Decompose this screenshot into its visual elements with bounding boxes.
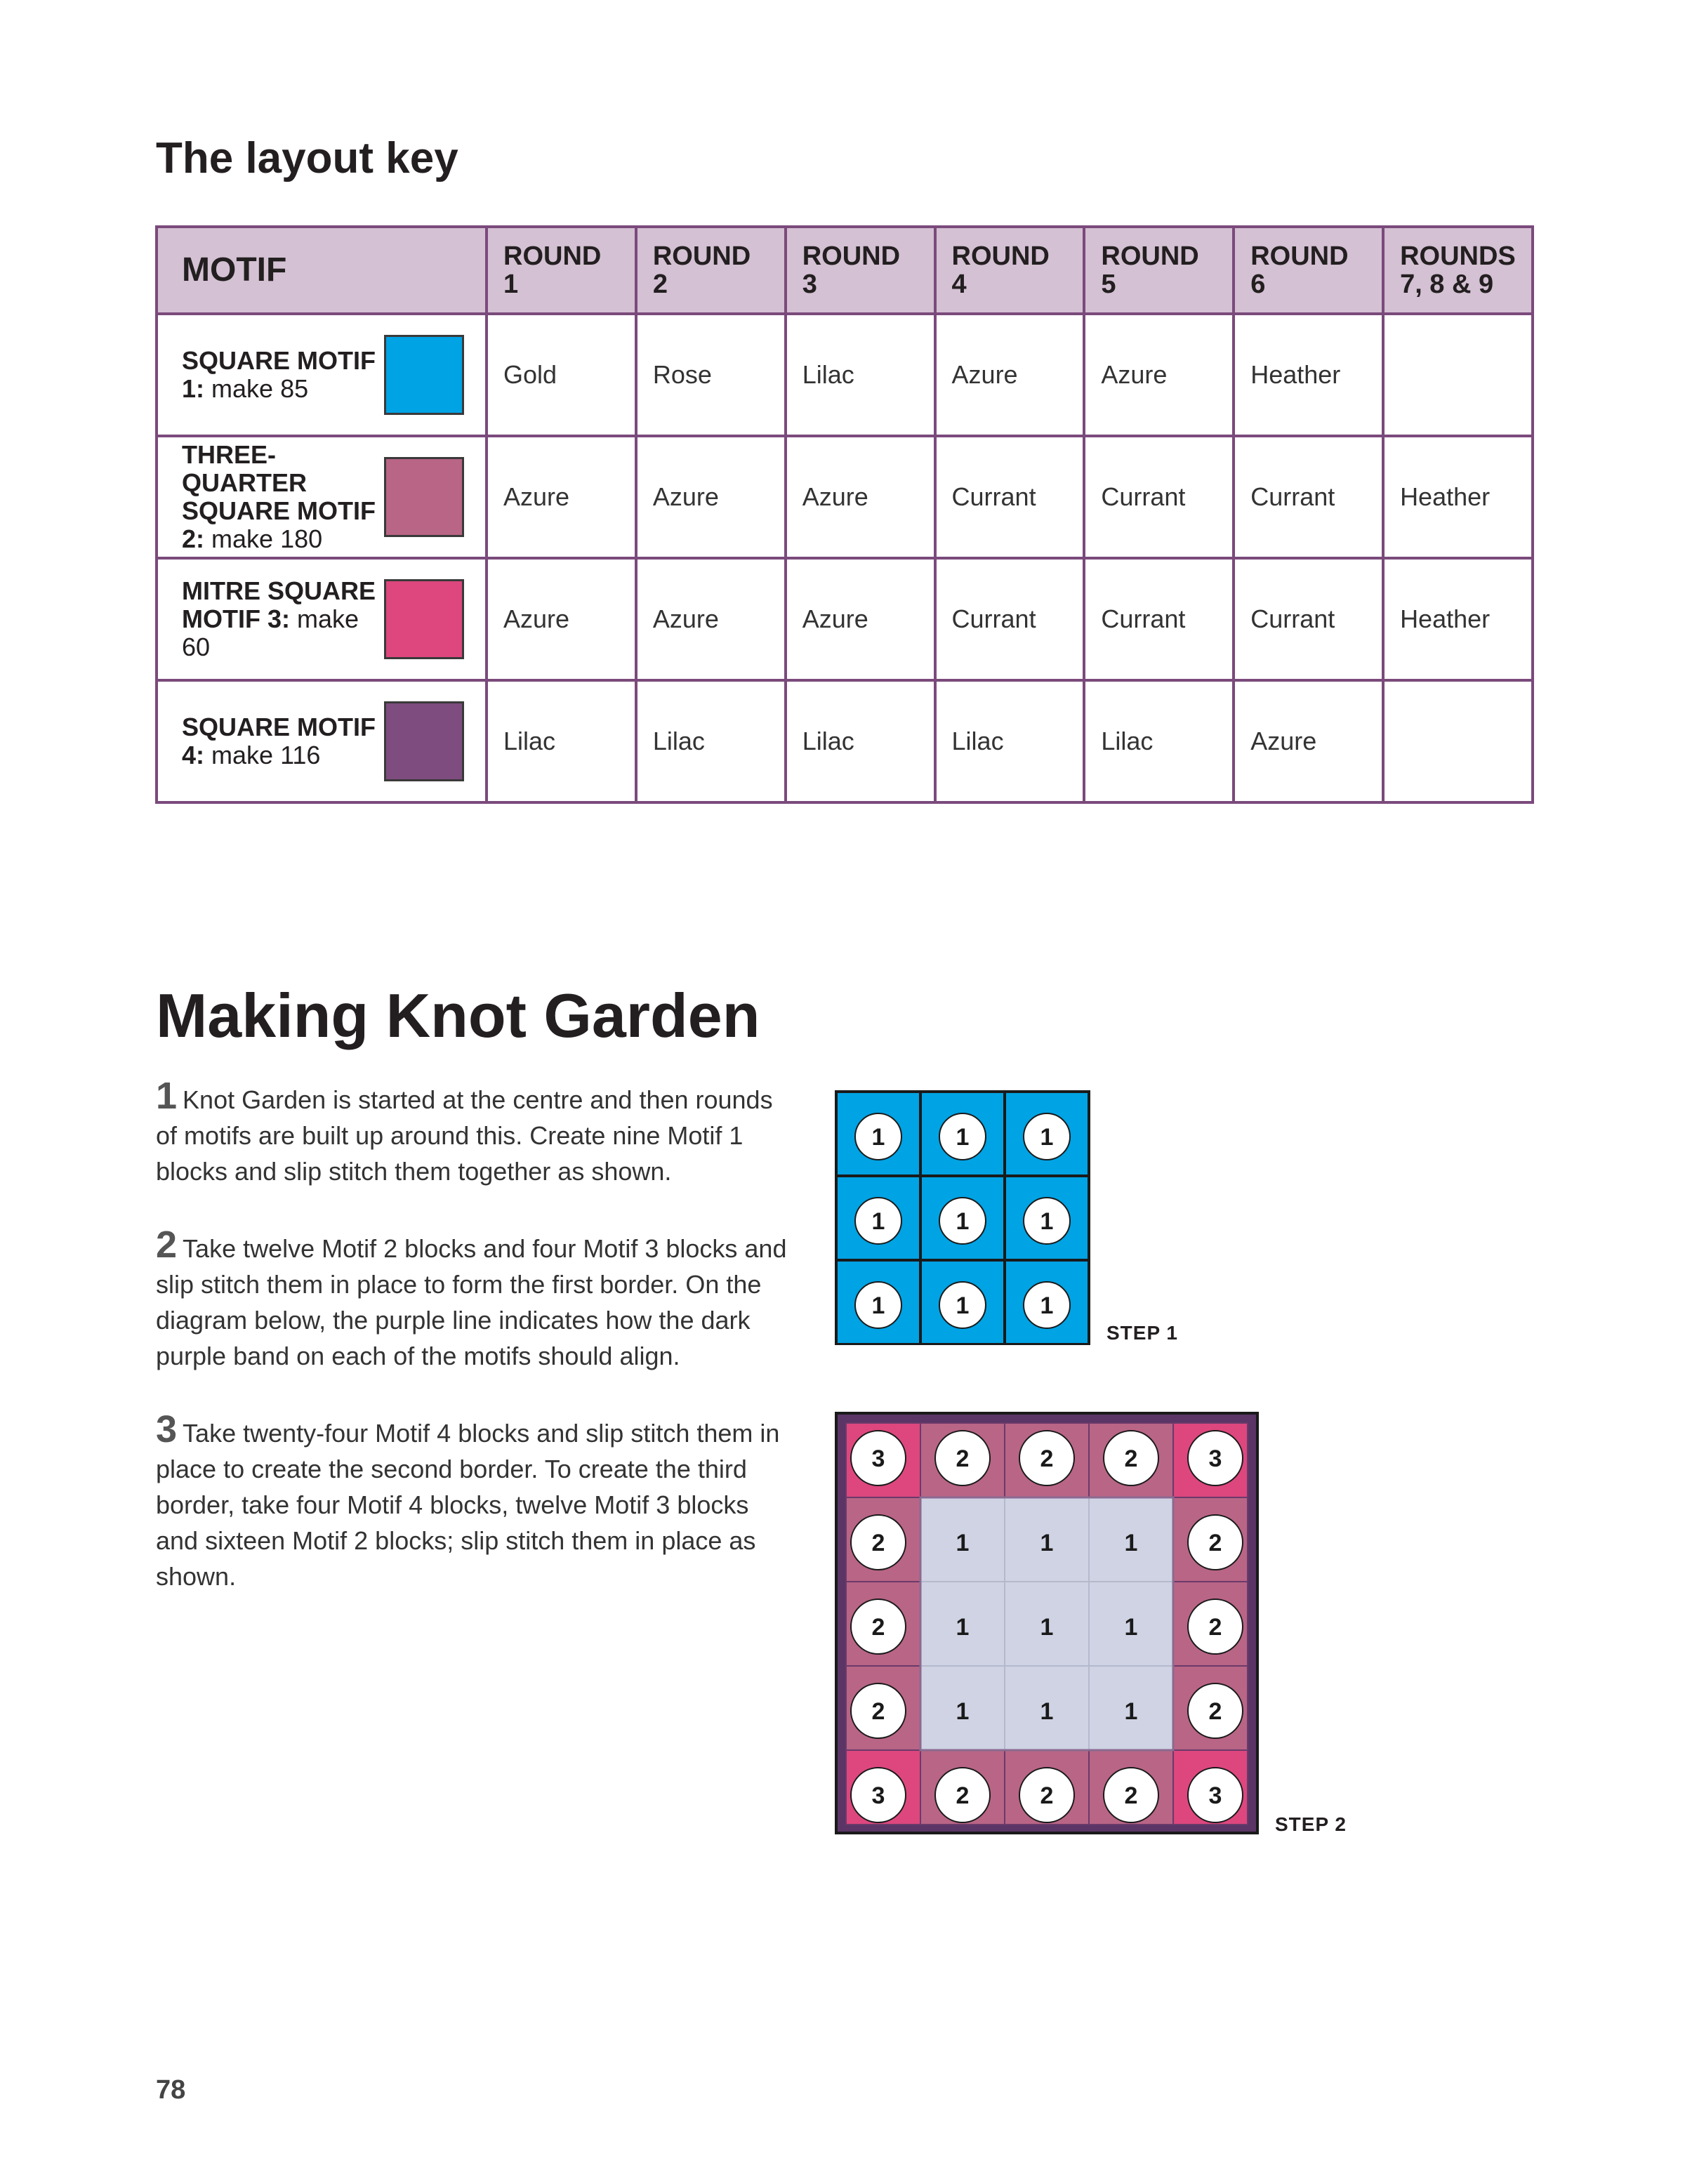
step-1-diagram bbox=[834, 1090, 1091, 1345]
motif-number: 1 bbox=[871, 1292, 885, 1319]
motif-number: 2 bbox=[871, 1698, 885, 1725]
motif-quantity: make 85 bbox=[211, 374, 309, 403]
round-color-cell: Rose bbox=[636, 314, 786, 436]
header-motif: MOTIF bbox=[157, 227, 487, 314]
motif-quantity: make 116 bbox=[211, 741, 321, 769]
header-round-4: ROUND 4 bbox=[935, 227, 1085, 314]
motif-number: 1 bbox=[1040, 1292, 1054, 1319]
motif-number: 3 bbox=[1208, 1445, 1222, 1472]
round-color-cell: Lilac bbox=[935, 680, 1085, 802]
round-color-cell: Azure bbox=[636, 436, 786, 558]
motif-number: 1 bbox=[1124, 1530, 1138, 1556]
motif-number: 1 bbox=[956, 1208, 970, 1235]
motif-name: MITRE SQUARE MOTIF 3: bbox=[182, 576, 376, 633]
header-round-2: ROUND 2 bbox=[636, 227, 786, 314]
motif-number: 2 bbox=[1124, 1782, 1138, 1809]
table-header-row bbox=[157, 227, 1533, 314]
motif-number: 1 bbox=[1040, 1698, 1054, 1725]
motif-description bbox=[182, 577, 384, 661]
motif-number: 1 bbox=[956, 1124, 970, 1151]
motif-quantity: make 60 bbox=[182, 604, 359, 661]
header-round-5: ROUND 5 bbox=[1084, 227, 1234, 314]
motif-color-swatch bbox=[384, 701, 464, 781]
motif-description bbox=[182, 713, 384, 769]
motif-number: 2 bbox=[1040, 1445, 1054, 1472]
motif-number: 1 bbox=[1040, 1530, 1054, 1556]
motif-number: 2 bbox=[1040, 1782, 1054, 1809]
step-number: 2 bbox=[156, 1224, 178, 1266]
motif-number: 1 bbox=[1124, 1614, 1138, 1641]
motif-name: SQUARE MOTIF 1: bbox=[182, 346, 376, 403]
motif-row bbox=[157, 680, 1533, 802]
motif-name: THREE-QUARTER SQUARE MOTIF 2: bbox=[182, 440, 376, 553]
step-body: Take twenty-four Motif 4 blocks and slip stitch them in place to create the second border. To create the third border, take four Motif 4 blocks, twelve Motif 3 blocks and sixteen Motif 2 blocks; slip stitch them in place as shown. bbox=[156, 1419, 780, 1591]
motif-description bbox=[182, 441, 384, 553]
step-2-text bbox=[156, 1224, 788, 1374]
motif-color-swatch bbox=[384, 335, 464, 415]
motif-number: 2 bbox=[871, 1530, 885, 1556]
round-color-cell: Azure bbox=[487, 436, 636, 558]
motif-number: 2 bbox=[956, 1445, 970, 1472]
step-number: 1 bbox=[156, 1075, 178, 1117]
header-round-6: ROUND 6 bbox=[1234, 227, 1383, 314]
round-color-cell: Heather bbox=[1383, 436, 1533, 558]
round-color-cell: Heather bbox=[1234, 314, 1383, 436]
header-round-3: ROUND 3 bbox=[786, 227, 935, 314]
round-color-cell: Currant bbox=[1084, 558, 1234, 680]
motif-color-swatch bbox=[384, 579, 464, 659]
step-2-label: STEP 2 bbox=[1275, 1813, 1347, 1835]
motif-cell bbox=[157, 314, 487, 436]
page-number: 78 bbox=[156, 2075, 186, 2105]
motif-description bbox=[182, 347, 384, 403]
round-color-cell: Currant bbox=[935, 436, 1085, 558]
step-2-grid bbox=[834, 1411, 1260, 1835]
motif-quantity: make 180 bbox=[211, 524, 323, 553]
round-color-cell: Currant bbox=[935, 558, 1085, 680]
motif-number: 1 bbox=[1040, 1124, 1054, 1151]
motif-number: 1 bbox=[871, 1124, 885, 1151]
round-color-cell: Azure bbox=[786, 558, 935, 680]
round-color-cell: Azure bbox=[935, 314, 1085, 436]
motif-number: 2 bbox=[1208, 1614, 1222, 1641]
motif-number: 3 bbox=[871, 1445, 885, 1472]
round-color-cell: Heather bbox=[1383, 558, 1533, 680]
step-body: Knot Garden is started at the centre and then rounds of motifs are built up around this. Create nine Motif 1 blocks and slip stitch them together as shown. bbox=[156, 1085, 773, 1186]
motif-color-swatch bbox=[384, 457, 464, 537]
motif-number: 1 bbox=[956, 1530, 970, 1556]
header-round-1: ROUND 1 bbox=[487, 227, 636, 314]
motif-cell bbox=[157, 436, 487, 558]
step-body: Take twelve Motif 2 blocks and four Motif 3 blocks and slip stitch them in place to form the first border. On the diagram below, the purple line indicates how the dark purple band on each of the motifs should align. bbox=[156, 1234, 787, 1370]
step-3-text bbox=[156, 1408, 788, 1594]
round-color-cell bbox=[1383, 314, 1533, 436]
motif-number: 2 bbox=[1208, 1698, 1222, 1725]
round-color-cell: Azure bbox=[1234, 680, 1383, 802]
motif-number: 1 bbox=[1040, 1208, 1054, 1235]
step-1-grid bbox=[834, 1090, 1091, 1345]
round-color-cell: Azure bbox=[786, 436, 935, 558]
motif-number: 3 bbox=[1208, 1782, 1222, 1809]
motif-cell bbox=[157, 680, 487, 802]
round-color-cell: Lilac bbox=[786, 680, 935, 802]
motif-number: 1 bbox=[1124, 1698, 1138, 1725]
step-1-text bbox=[156, 1075, 788, 1189]
motif-row bbox=[157, 436, 1533, 558]
motif-number: 2 bbox=[1208, 1530, 1222, 1556]
making-title: Making Knot Garden bbox=[156, 981, 760, 1050]
motif-number: 2 bbox=[956, 1782, 970, 1809]
motif-row bbox=[157, 558, 1533, 680]
round-color-cell: Lilac bbox=[786, 314, 935, 436]
layout-key-title: The layout key bbox=[156, 134, 458, 183]
round-color-cell: Gold bbox=[487, 314, 636, 436]
header-rounds-7-8-9: ROUNDS 7, 8 & 9 bbox=[1383, 227, 1533, 314]
round-color-cell: Currant bbox=[1234, 436, 1383, 558]
motif-number: 1 bbox=[871, 1208, 885, 1235]
round-color-cell: Azure bbox=[636, 558, 786, 680]
round-color-cell: Currant bbox=[1084, 436, 1234, 558]
motif-row bbox=[157, 314, 1533, 436]
step-1-label: STEP 1 bbox=[1106, 1322, 1178, 1344]
round-color-cell: Lilac bbox=[487, 680, 636, 802]
motif-number: 3 bbox=[871, 1782, 885, 1809]
step-2-diagram bbox=[834, 1411, 1260, 1835]
motif-name: SQUARE MOTIF 4: bbox=[182, 713, 376, 769]
motif-number: 1 bbox=[956, 1292, 970, 1319]
round-color-cell: Azure bbox=[1084, 314, 1234, 436]
round-color-cell: Currant bbox=[1234, 558, 1383, 680]
step-number: 3 bbox=[156, 1408, 178, 1450]
round-color-cell: Azure bbox=[487, 558, 636, 680]
motif-number: 1 bbox=[1040, 1614, 1054, 1641]
motif-number: 1 bbox=[956, 1698, 970, 1725]
round-color-cell: Lilac bbox=[1084, 680, 1234, 802]
motif-cell bbox=[157, 558, 487, 680]
round-color-cell: Lilac bbox=[636, 680, 786, 802]
layout-key-table bbox=[155, 225, 1534, 804]
motif-number: 1 bbox=[956, 1614, 970, 1641]
motif-number: 2 bbox=[1124, 1445, 1138, 1472]
motif-number: 2 bbox=[871, 1614, 885, 1641]
round-color-cell bbox=[1383, 680, 1533, 802]
